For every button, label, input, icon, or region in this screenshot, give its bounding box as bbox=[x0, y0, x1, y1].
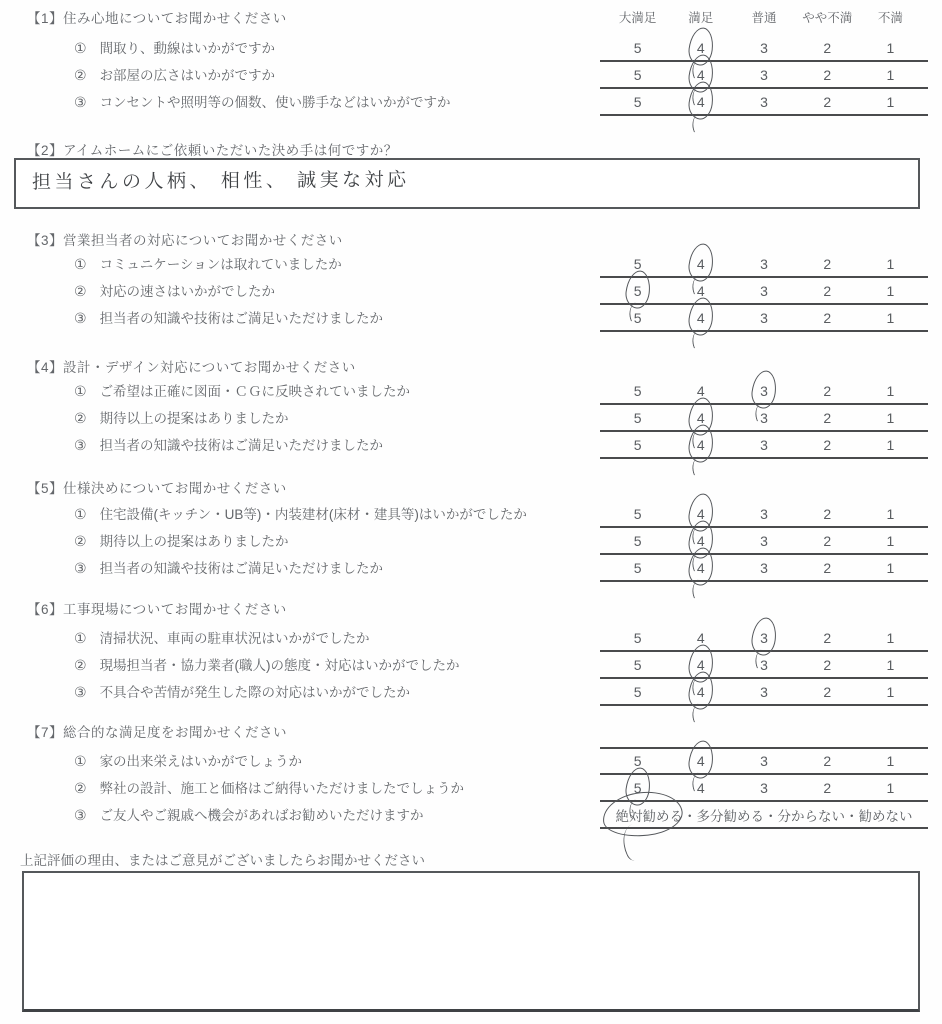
rating-option[interactable]: 2 bbox=[823, 559, 832, 576]
question-label: 住宅設備(キッチン・UB等)・内装建材(床材・建具等)はいかがでしたか bbox=[99, 507, 527, 522]
rating-option[interactable]: 1 bbox=[886, 532, 895, 549]
scale-header-label: 満足 bbox=[688, 11, 714, 25]
rating-option[interactable]: 1 bbox=[886, 409, 895, 426]
question-row bbox=[0, 802, 942, 829]
question-number: ③ bbox=[74, 94, 87, 110]
question-row bbox=[0, 405, 942, 432]
rating-scale bbox=[600, 501, 928, 528]
question-number: ① bbox=[74, 40, 87, 56]
rating-option[interactable]: 2 bbox=[823, 683, 832, 700]
rating-option[interactable]: 5 bbox=[633, 309, 642, 326]
question-row bbox=[0, 62, 942, 89]
question-label: ご友人やご親戚へ機会があればお勧めいただけますか bbox=[99, 808, 424, 823]
rating-option[interactable]: 2 bbox=[823, 255, 832, 272]
rating-option[interactable]: 5 bbox=[633, 505, 642, 522]
rating-option[interactable]: 3 bbox=[760, 93, 768, 110]
recommend-option[interactable]: 分からない bbox=[777, 808, 845, 824]
question-row bbox=[0, 378, 942, 405]
rating-scale bbox=[600, 679, 928, 706]
scale-header-label: 大満足 bbox=[618, 11, 657, 25]
question-number: ① bbox=[74, 256, 87, 272]
rating-scale bbox=[600, 89, 928, 116]
rating-option[interactable]: 1 bbox=[886, 66, 895, 83]
question-row bbox=[0, 432, 942, 459]
rating-scale bbox=[600, 62, 928, 89]
question-row bbox=[0, 501, 942, 528]
question-row bbox=[0, 305, 942, 332]
rating-option[interactable]: 5 bbox=[633, 656, 642, 673]
question-row bbox=[0, 652, 942, 679]
rating-option[interactable]: 4 bbox=[669, 67, 732, 83]
rating-scale bbox=[600, 432, 928, 459]
rating-option[interactable]: 5 bbox=[633, 409, 642, 426]
rating-scale bbox=[600, 748, 928, 775]
recommend-option[interactable]: 絶対勧める bbox=[616, 805, 684, 825]
option-separator: ・ bbox=[683, 808, 697, 824]
rating-option[interactable]: 5 bbox=[633, 93, 642, 110]
question-label: 家の出来栄えはいかがでしょうか bbox=[99, 754, 303, 769]
rating-option[interactable]: 3 bbox=[732, 383, 795, 399]
rating-scale bbox=[600, 305, 928, 332]
rating-option[interactable]: 1 bbox=[886, 93, 895, 110]
rating-option[interactable]: 3 bbox=[760, 683, 768, 700]
handwritten-answer: 担当さんの人柄、 相性、 誠実な対応 bbox=[31, 169, 410, 194]
question-number: ① bbox=[74, 506, 87, 522]
rating-option[interactable]: 2 bbox=[823, 39, 832, 56]
question-label: 弊社の設計、施工と価格はご納得いただけましたでしょうか bbox=[99, 781, 465, 796]
rating-option[interactable]: 1 bbox=[886, 779, 895, 796]
section-2-title: 【2】アイムホームにご依頼いただいた決め手は何ですか？ bbox=[27, 143, 398, 158]
rating-option[interactable]: 5 bbox=[633, 382, 642, 399]
rating-scale bbox=[600, 528, 928, 555]
scale-header-label: やや不満 bbox=[802, 11, 853, 25]
question-label: 期待以上の提案はありましたか bbox=[99, 534, 289, 549]
question-row bbox=[0, 35, 942, 62]
question-row bbox=[0, 775, 942, 802]
rating-option[interactable]: 3 bbox=[760, 532, 768, 549]
rating-option[interactable]: 3 bbox=[760, 559, 768, 576]
rating-option[interactable]: 3 bbox=[760, 436, 768, 453]
rating-scale-header bbox=[600, 8, 928, 26]
rating-option[interactable]: 4 bbox=[669, 310, 732, 326]
question-label: 間取り、動線はいかがですか bbox=[99, 41, 276, 56]
section-6-title: 【6】工事現場についてお聞かせください bbox=[27, 602, 287, 617]
rating-option[interactable]: 5 bbox=[633, 436, 642, 453]
question-row bbox=[0, 528, 942, 555]
question-row bbox=[0, 625, 942, 652]
question-number: ② bbox=[74, 283, 87, 299]
rating-option[interactable]: 4 bbox=[669, 753, 732, 769]
rating-option[interactable]: 2 bbox=[823, 505, 832, 522]
rating-option[interactable]: 4 bbox=[669, 560, 732, 576]
rating-option[interactable]: 2 bbox=[823, 752, 832, 769]
option-separator: ・ bbox=[764, 808, 778, 824]
rating-option[interactable]: 1 bbox=[886, 629, 895, 646]
question-label: コンセントや照明等の個数、使い勝手などはいかがですか bbox=[99, 95, 451, 110]
rating-option[interactable]: 5 bbox=[606, 283, 669, 299]
question-label: お部屋の広さはいかがですか bbox=[99, 68, 276, 83]
rating-option[interactable]: 3 bbox=[760, 409, 768, 426]
scale-header-label: 不満 bbox=[877, 11, 903, 25]
rating-scale bbox=[600, 378, 928, 405]
comment-box[interactable] bbox=[22, 871, 920, 1012]
section-7-title: 【7】総合的な満足度をお聞かせください bbox=[27, 725, 288, 740]
rating-scale bbox=[600, 555, 928, 582]
rating-option[interactable]: 5 bbox=[633, 255, 642, 272]
rating-option[interactable]: 4 bbox=[696, 629, 705, 646]
question-number: ② bbox=[74, 780, 87, 796]
rating-option[interactable]: 3 bbox=[760, 779, 768, 796]
rating-option[interactable]: 1 bbox=[886, 559, 895, 576]
question-row bbox=[0, 89, 942, 116]
rating-option[interactable]: 2 bbox=[823, 409, 832, 426]
answer-box[interactable] bbox=[14, 158, 920, 209]
recommend-options bbox=[600, 802, 928, 829]
rating-option[interactable]: 2 bbox=[823, 93, 832, 110]
rating-option[interactable]: 4 bbox=[669, 410, 732, 426]
section-3-title: 【3】営業担当者の対応についてお聞かせください bbox=[27, 233, 343, 248]
option-separator: ・ bbox=[845, 808, 859, 824]
rating-option[interactable]: 1 bbox=[886, 752, 895, 769]
scale-header-label: 普通 bbox=[751, 11, 777, 25]
section-1-title: 【1】住み心地についてお聞かせください bbox=[27, 11, 287, 26]
rating-option[interactable]: 5 bbox=[633, 532, 642, 549]
rating-scale bbox=[600, 625, 928, 652]
rating-option[interactable]: 3 bbox=[760, 309, 768, 326]
rating-option[interactable]: 2 bbox=[823, 436, 832, 453]
rating-scale bbox=[600, 35, 928, 62]
question-number: ② bbox=[74, 657, 87, 673]
question-number: ③ bbox=[74, 807, 87, 823]
rating-option[interactable]: 2 bbox=[823, 779, 832, 796]
rating-option[interactable]: 3 bbox=[760, 39, 768, 56]
rating-option[interactable]: 4 bbox=[669, 256, 732, 272]
rating-option[interactable]: 3 bbox=[732, 630, 795, 646]
section-4-title: 【4】設計・デザイン対応についてお聞かせください bbox=[27, 360, 356, 375]
rating-option[interactable]: 5 bbox=[633, 752, 642, 769]
rating-scale bbox=[600, 652, 928, 679]
rating-option[interactable]: 4 bbox=[696, 382, 705, 399]
rating-option[interactable]: 4 bbox=[669, 437, 732, 453]
question-label: 担当者の知識や技術はご満足いただけましたか bbox=[99, 561, 384, 576]
question-label: 対応の速さはいかがでしたか bbox=[99, 284, 276, 299]
recommend-option[interactable]: 勧めない bbox=[858, 808, 913, 824]
rating-option[interactable]: 2 bbox=[823, 382, 832, 399]
rating-option[interactable]: 3 bbox=[760, 752, 768, 769]
rating-option[interactable]: 4 bbox=[669, 533, 732, 549]
rating-scale bbox=[600, 251, 928, 278]
rating-option[interactable]: 3 bbox=[760, 656, 768, 673]
rating-option[interactable]: 5 bbox=[633, 66, 642, 83]
rating-option[interactable]: 4 bbox=[696, 282, 705, 299]
rating-option[interactable]: 4 bbox=[669, 94, 732, 110]
rating-option[interactable]: 4 bbox=[669, 506, 732, 522]
comment-prompt: 上記評価の理由、またはご意見がございましたらお聞かせください bbox=[20, 853, 425, 868]
question-label: 現場担当者・協力業者(職人)の態度・対応はいかがでしたか bbox=[99, 658, 460, 673]
rating-option[interactable]: 1 bbox=[886, 505, 895, 522]
rating-option[interactable]: 1 bbox=[886, 309, 895, 326]
question-row bbox=[0, 555, 942, 582]
question-label: 担当者の知識や技術はご満足いただけましたか bbox=[99, 311, 384, 326]
rating-scale bbox=[600, 278, 928, 305]
rating-option[interactable]: 2 bbox=[823, 309, 832, 326]
question-number: ③ bbox=[74, 684, 87, 700]
rating-option[interactable]: 3 bbox=[760, 282, 768, 299]
rating-option[interactable]: 3 bbox=[760, 66, 768, 83]
question-number: ② bbox=[74, 533, 87, 549]
question-number: ③ bbox=[74, 560, 87, 576]
rating-option[interactable]: 4 bbox=[669, 657, 732, 673]
question-row bbox=[0, 748, 942, 775]
rating-option[interactable]: 2 bbox=[823, 532, 832, 549]
rating-option[interactable]: 1 bbox=[886, 656, 895, 673]
question-row bbox=[0, 251, 942, 278]
question-label: 不具合や苦情が発生した際の対応はいかがでしたか bbox=[99, 685, 411, 700]
rating-option[interactable]: 1 bbox=[886, 39, 895, 56]
rating-option[interactable]: 5 bbox=[633, 683, 642, 700]
rating-scale bbox=[600, 405, 928, 432]
rating-option[interactable]: 2 bbox=[823, 629, 832, 646]
question-number: ① bbox=[74, 753, 87, 769]
question-row bbox=[0, 679, 942, 706]
question-label: 期待以上の提案はありましたか bbox=[99, 411, 289, 426]
rating-option[interactable]: 2 bbox=[823, 282, 832, 299]
question-row bbox=[0, 278, 942, 305]
rating-option[interactable]: 4 bbox=[696, 779, 705, 796]
question-number: ③ bbox=[74, 437, 87, 453]
question-label: コミュニケーションは取れていましたか bbox=[99, 257, 342, 272]
question-label: ご希望は正確に図面・ＣＧに反映されていましたか bbox=[99, 384, 411, 399]
rating-option[interactable]: 1 bbox=[886, 282, 895, 299]
rating-option[interactable]: 1 bbox=[886, 683, 895, 700]
rating-option[interactable]: 5 bbox=[633, 39, 642, 56]
rating-option[interactable]: 5 bbox=[633, 559, 642, 576]
rating-option[interactable]: 1 bbox=[886, 436, 895, 453]
rating-option[interactable]: 2 bbox=[823, 66, 832, 83]
question-number: ③ bbox=[74, 310, 87, 326]
rating-option[interactable]: 1 bbox=[886, 382, 895, 399]
rating-option[interactable]: 3 bbox=[760, 505, 768, 522]
rating-option[interactable]: 2 bbox=[823, 656, 832, 673]
rating-option[interactable]: 5 bbox=[633, 629, 642, 646]
rating-option[interactable]: 4 bbox=[669, 40, 732, 56]
rating-option[interactable]: 1 bbox=[886, 255, 895, 272]
question-number: ① bbox=[74, 383, 87, 399]
question-label: 清掃状況、車両の駐車状況はいかがでしたか bbox=[99, 631, 370, 646]
recommend-option[interactable]: 多分勧める bbox=[696, 808, 764, 824]
question-number: ① bbox=[74, 630, 87, 646]
question-number: ② bbox=[74, 410, 87, 426]
rating-option[interactable]: 3 bbox=[760, 255, 768, 272]
question-label: 担当者の知識や技術はご満足いただけましたか bbox=[99, 438, 384, 453]
rating-option[interactable]: 4 bbox=[669, 684, 732, 700]
section-5-title: 【5】仕様決めについてお聞かせください bbox=[27, 481, 287, 496]
rating-option[interactable]: 5 bbox=[606, 780, 669, 796]
question-number: ② bbox=[74, 67, 87, 83]
